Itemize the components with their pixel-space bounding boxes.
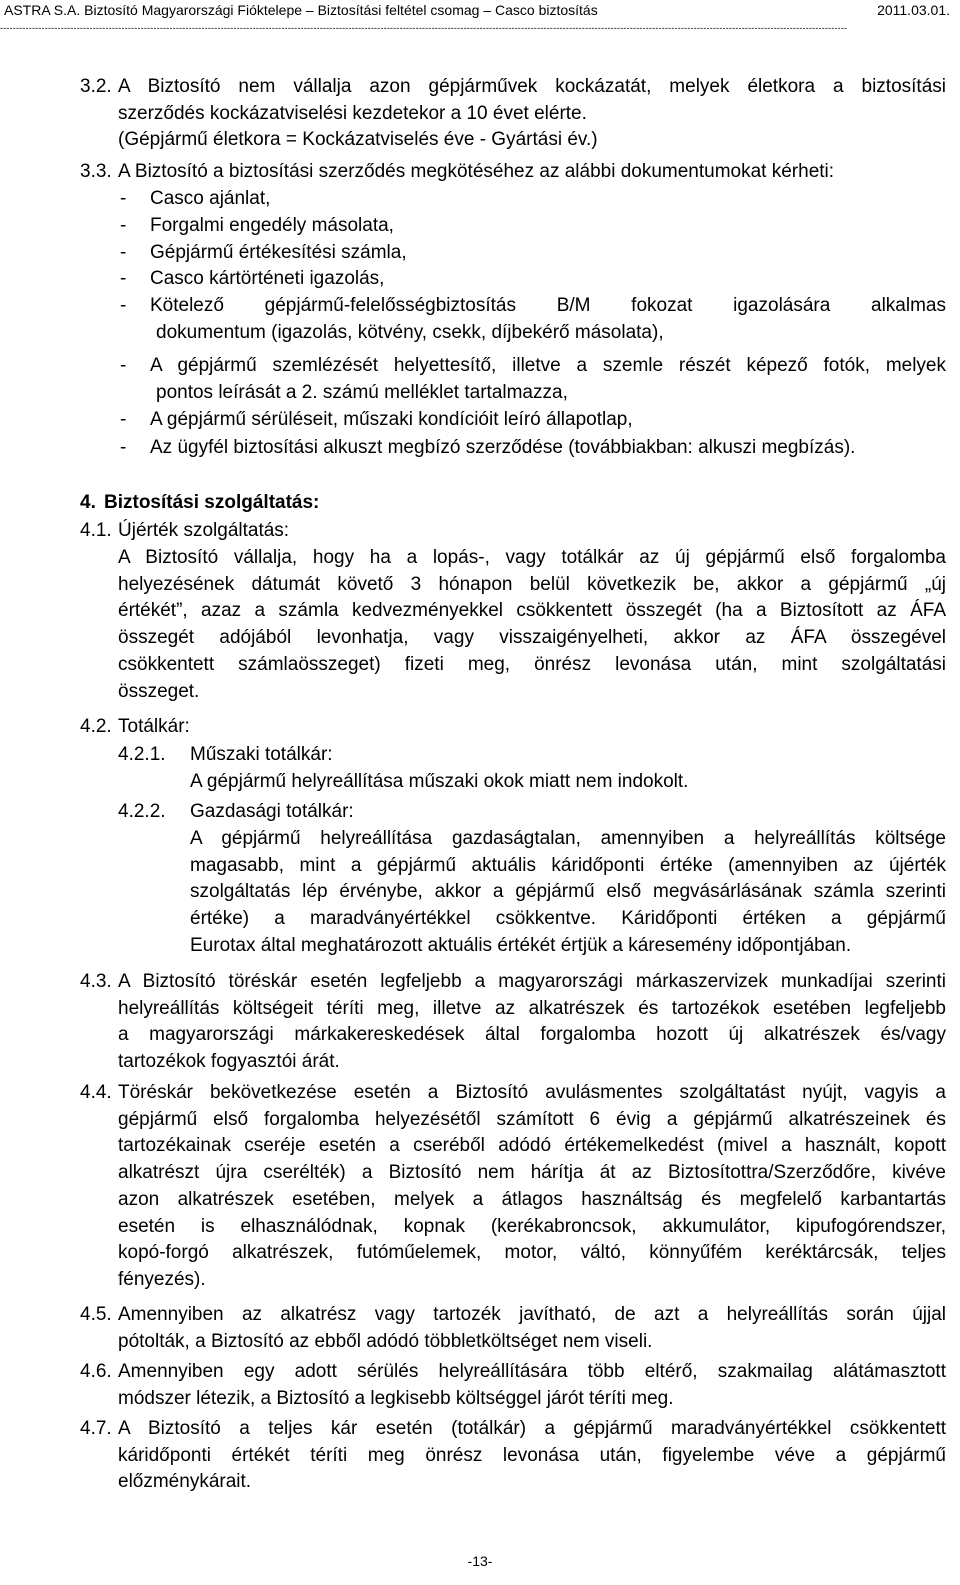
text-line: módszer létezik, a Biztosító a legkisebb költséggel járót téríti meg. [118,1387,674,1409]
text-line: A Biztosító vállalja, hogy ha a lopás-, vagy totálkár az új gépjármű első forgalomba [118,547,946,568]
text-line: helyezésének dátumát követő 3 hónapon belül következik be, akkor a gépjármű „új [118,573,946,595]
list-item: A gépjármű szemlézését helyettesítő, illetve a szemle részét képező fotók, melyek [150,355,946,376]
header-title: ASTRA S.A. Biztosító Magyarországi Fióktelepe – Biztosítási feltétel csomag – Casco biztosítás [4,2,598,18]
text-line: pótolták, a Biztosító az ebből adódó többletköltséget nem viseli. [118,1330,653,1352]
list-bullet: - [120,409,127,430]
text-line: Töréskár bekövetkezése esetén a Biztosító avulásmentes szolgáltatást nyújt, vagyis a [118,1082,946,1103]
list-bullet: - [120,295,127,316]
text-line: csökkentett számlaösszeget) fizeti meg, önrész levonása után, mint szolgáltatási [118,653,946,675]
list-item: Gépjármű értékesítési számla, [150,242,407,263]
text-line: A gépjármű helyreállítása gazdaságtalan, amennyiben a helyreállítás költsége [190,828,946,849]
text-line: összegét adójából levonhatja, vagy visszaigényelheti, akkor az ÁFA összegével [118,627,946,649]
text-line: tartozékok fogyasztói árát. [118,1051,340,1073]
list-item: Az ügyfél biztosítási alkuszt megbízó szerződése (továbbiakban: alkuszi megbízás). [150,437,856,458]
text-line: Amennyiben az alkatrész vagy tartozék javítható, de azt a helyreállítás során újjal [118,1304,946,1325]
list-bullet: - [120,355,127,376]
text-line: gépjármű első forgalomba helyezésétől számított 6 évig a gépjármű alkatrészeinek és [118,1108,946,1130]
text-line: fényezés). [118,1268,206,1290]
section-number: 4.2. [80,716,112,737]
section-number: 4.1. [80,520,112,541]
section-text [118,159,946,186]
text-line: magasabb, mint a gépjármű aktuális káridőponti értéke (amennyiben az újérték [190,854,946,876]
list-item: Casco ajánlat, [150,188,271,209]
list-item: Kötelező gépjármű-felelősségbiztosítás B/M fokozat igazolására alkalmas [150,295,946,316]
list-item: dokumentum (igazolás, kötvény, csekk, díjbekérő másolata), [156,321,664,343]
text-line: előzménykárait. [118,1471,252,1493]
section-title: Totálkár: [118,716,190,737]
header-date: 2011.03.01. [877,2,950,18]
text-line: a magyarországi márkakereskedések által forgalomba hozott új alkatrészek és/vagy [118,1024,946,1046]
section-title: Gazdasági totálkár: [190,801,354,822]
text-line: A Biztosító a teljes kár esetén (totálkár) a gépjármű maradványértékkel csökkentett [118,1418,946,1439]
section-title: Műszaki totálkár: [190,744,333,765]
list-bullet: - [120,215,127,236]
section-text [118,74,946,154]
text-line: káridőponti értékét téríti meg önrész levonása után, figyelembe véve a gépjármű [118,1444,946,1466]
section-number: 3.3. [80,161,112,182]
section-number: 4.2.1. [118,744,166,765]
section-title: Újérték szolgáltatás: [118,520,290,541]
text-line: A Biztosító a biztosítási szerződés megkötéséhez az alábbi dokumentumokat kérheti: [118,161,835,182]
section-number: 4.4. [80,1082,112,1103]
page-header [0,0,960,20]
text-line: azon alkatrészek esetében, melyek a átlagos használtság és megfelelő karbantartás [118,1188,946,1210]
text-line: szolgáltatás lép érvénybe, akkor a gépjármű első megvásárlásának számla szerinti [190,881,946,903]
text-line: alkatrészt újra cserélték) a Biztosító nem hárítja át az Biztosítottra/Szerződőre, kivéve [118,1162,946,1184]
section-title: Biztosítási szolgáltatás: [104,492,320,513]
section-number: 4.2.2. [118,801,166,822]
section-number: 4.3. [80,971,112,992]
section-number: 3.2. [80,76,112,97]
list-bullet: - [120,268,127,289]
text-line: értéke) a maradványértékkel csökkentve. Káridőponti értéken a gépjármű [190,908,946,930]
section-number: 4.7. [80,1418,112,1439]
text-line: értékét”, azaz a számla kedvezményekkel csökkentett összegét (ha a Biztosított az ÁFA [118,600,946,622]
section-number: 4.5. [80,1304,112,1325]
text-line: A Biztosító töréskár esetén legfeljebb a magyarországi márkaszervizek munkadíjai szerinti [118,971,946,992]
list-item: Forgalmi engedély másolata, [150,215,394,236]
page-number: -13- [467,1553,493,1569]
text-line: kopó-forgó alkatrészek, futóműelemek, motor, váltó, könnyűfém keréktárcsák, teljes [118,1242,946,1264]
list-item: Casco kártörténeti igazolás, [150,268,385,289]
list-item: pontos leírását a 2. számú melléklet tartalmazza, [156,381,568,403]
list-item: A gépjármű sérüléseit, műszaki kondícióit leíró állapotlap, [150,409,633,430]
list-bullet: - [120,242,127,263]
text-line: Amennyiben egy adott sérülés helyreállítására több eltérő, szakmailag alátámasztott [118,1361,946,1382]
list-bullet: - [120,437,127,458]
text-line: esetén is elhasználódnak, kopnak (kerékabroncsok, akkumulátor, kipufogórendszer, [118,1215,946,1237]
section-number: 4.6. [80,1361,112,1382]
text-line: A gépjármű helyreállítása műszaki okok miatt nem indokolt. [190,771,689,792]
section-number: 4. [80,492,96,513]
text-line: A Biztosító nem vállalja azon gépjárművek kockázatát, melyek életkora a biztosítási [118,76,946,97]
header-divider: ------------------------------------------------------------------------------------------------------------------------------------------------------------------------------------------------------------------------------------------------------------------------- [0,23,848,33]
text-line: Eurotax által meghatározott aktuális értékét értjük a káresemény időpontjában. [190,934,852,956]
text-line: (Gépjármű életkora = Kockázatviselés éve - Gyártási év.) [118,129,598,151]
text-line: tartozékainak cseréje esetén a cseréből adódó értékemelkedést (mivel a használt, kopott [118,1135,946,1157]
text-line: szerződés kockázatviselési kezdetekor a 10 évet elérte. [118,102,587,124]
text-line: összeget. [118,680,200,702]
text-line: helyreállítás költségeit téríti meg, illetve az alkatrészek és tartozékok esetében legfeljebb [118,997,946,1019]
list-bullet: - [120,188,127,209]
